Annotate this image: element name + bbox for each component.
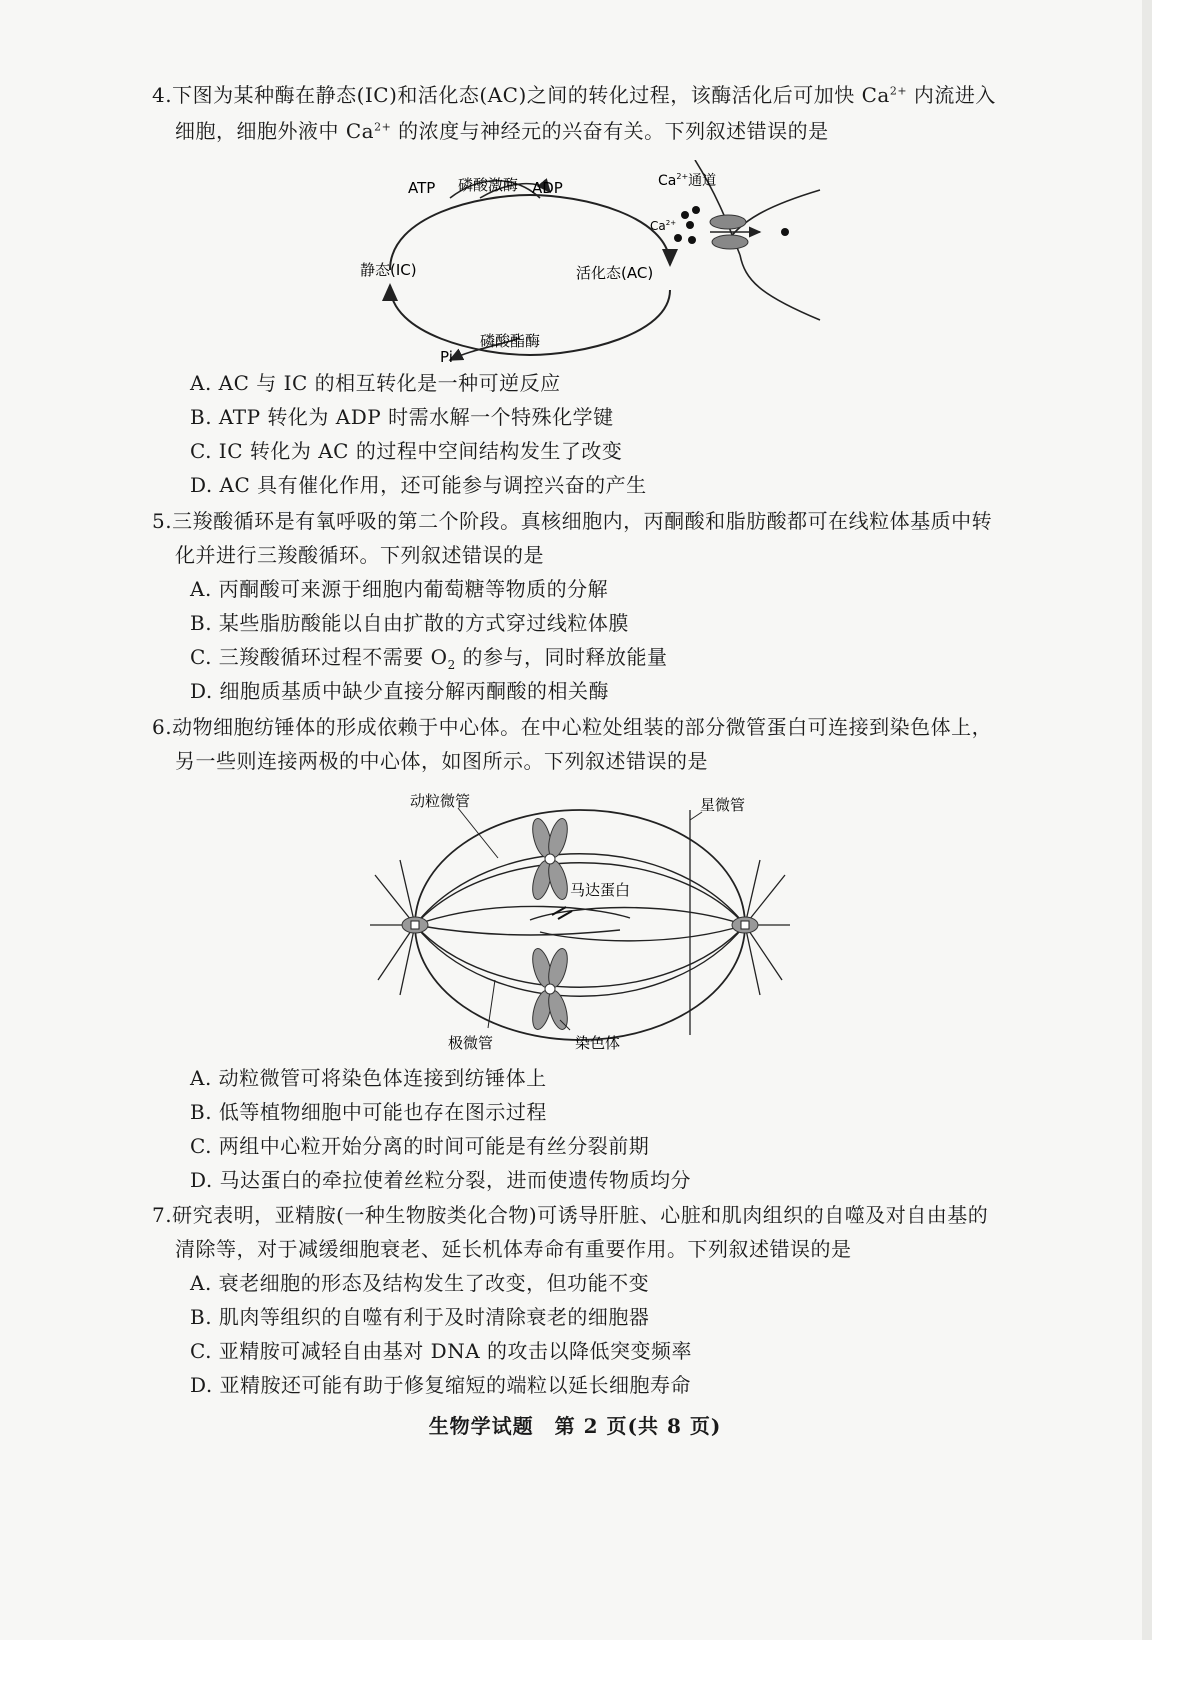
channel-protein-top bbox=[710, 215, 746, 229]
label-kinetochore-microtubule: 动粒微管 bbox=[410, 792, 471, 810]
leader-polar bbox=[488, 980, 495, 1028]
q5-option-d: D. 细胞质基质中缺少直接分解丙酮酸的相关酶 bbox=[190, 679, 610, 703]
q5-option-c-text: C. 三羧酸循环过程不需要 O bbox=[190, 645, 448, 669]
q5-stem-text: 三羧酸循环是有氧呼吸的第二个阶段。真核细胞内，丙酮酸和脂肪酸都可在线粒体基质中转 bbox=[172, 509, 993, 533]
enzyme-cycle-figure bbox=[350, 160, 830, 380]
q5-stem-line1 bbox=[152, 506, 992, 536]
q6-stem-line2: 另一些则连接两极的中心体，如图所示。下列叙述错误的是 bbox=[175, 749, 708, 773]
polar-microtubule-left-upper bbox=[415, 906, 630, 925]
astral-microtubules bbox=[370, 810, 790, 1035]
q4-option-b: B. ATP 转化为 ADP 时需水解一个特殊化学键 bbox=[190, 405, 614, 429]
ion-dot bbox=[681, 211, 689, 219]
chromosome-upper bbox=[529, 817, 571, 902]
q6-number: 6. bbox=[152, 715, 173, 739]
channel-protein-bottom bbox=[712, 235, 748, 249]
q7-number: 7. bbox=[152, 1203, 173, 1227]
q6-option-d: D. 马达蛋白的牵拉使着丝粒分裂，进而使遗传物质均分 bbox=[190, 1168, 692, 1192]
q5-number: 5. bbox=[152, 509, 173, 533]
ion-dot-inside bbox=[781, 228, 789, 236]
q5-stem-line2: 化并进行三羧酸循环。下列叙述错误的是 bbox=[175, 543, 544, 567]
q5-option-b: B. 某些脂肪酸能以自由扩散的方式穿过线粒体膜 bbox=[190, 611, 629, 635]
label-atp: ATP bbox=[408, 179, 436, 197]
q4-stem2-text: 细胞，细胞外液中 bbox=[175, 119, 346, 143]
q7-stem-line2: 清除等，对于减缓细胞衰老、延长机体寿命有重要作用。下列叙述错误的是 bbox=[175, 1237, 852, 1261]
q6-option-a: A. 动粒微管可将染色体连接到纺锤体上 bbox=[190, 1066, 547, 1090]
q4-stem-tail: 内流进入 bbox=[907, 83, 996, 107]
q4-stem-line2 bbox=[175, 116, 829, 146]
q7-stem-line1 bbox=[152, 1200, 988, 1230]
q7-option-b: B. 肌肉等组织的自噬有利于及时清除衰老的细胞器 bbox=[190, 1305, 650, 1329]
q6-option-c: C. 两组中心粒开始分离的时间可能是有丝分裂前期 bbox=[190, 1134, 650, 1158]
label-kinase: 磷酸激酶 bbox=[458, 176, 519, 194]
polar-microtubule-left-lower bbox=[415, 925, 620, 935]
kinetochore-microtubule-lower-2 bbox=[415, 925, 745, 987]
q7-stem-text: 研究表明，亚精胺(一种生物胺类化合物)可诱导肝脏、心脏和肌肉组织的自噬及对自由基的 bbox=[172, 1203, 989, 1227]
q4-stem-ca-sup: 2+ bbox=[889, 84, 908, 98]
ion-dot bbox=[674, 234, 682, 242]
q4-option-a: A. AC 与 IC 的相互转化是一种可逆反应 bbox=[190, 371, 561, 395]
label-adp: ADP bbox=[532, 179, 563, 197]
membrane-lower bbox=[740, 255, 820, 320]
label-ic: 静态(IC) bbox=[360, 261, 417, 279]
label-chromosome: 染色体 bbox=[575, 1034, 621, 1052]
page-footer: 生物学试题 第 2 页(共 8 页) bbox=[428, 1414, 722, 1438]
leader-kinetochore bbox=[458, 808, 498, 858]
q5-option-a: A. 丙酮酸可来源于细胞内葡萄糖等物质的分解 bbox=[190, 577, 609, 601]
q7-option-c: C. 亚精胺可减轻自由基对 DNA 的攻击以降低突变频率 bbox=[190, 1339, 692, 1363]
activation-arrow bbox=[390, 195, 670, 270]
q5-option-c bbox=[190, 642, 668, 672]
q6-stem-text: 动物细胞纺锤体的形成依赖于中心体。在中心粒处组装的部分微管蛋白可连接到染色体上， bbox=[172, 715, 993, 739]
label-ion: $Ca^{2+}$ bbox=[650, 219, 677, 233]
polar-microtubule-right-lower bbox=[540, 925, 745, 941]
ion-dot bbox=[692, 206, 700, 214]
ion-dot bbox=[688, 236, 696, 244]
q4-stem-ca: Ca bbox=[861, 83, 890, 107]
label-ac: 活化态(AC) bbox=[576, 264, 654, 282]
label-channel: $Ca^{2+}$通道 bbox=[658, 172, 717, 189]
label-astral-microtubule: 星微管 bbox=[700, 796, 746, 814]
label-polar-microtubule: 极微管 bbox=[448, 1034, 494, 1052]
spindle-outline bbox=[415, 810, 745, 1040]
label-pi: Pi bbox=[440, 348, 453, 366]
q6-stem-line1 bbox=[152, 712, 992, 742]
centriole-right bbox=[741, 921, 749, 929]
spindle-figure bbox=[370, 790, 790, 1070]
q5-option-c-sub: 2 bbox=[447, 658, 456, 672]
q4-stem-line1 bbox=[152, 80, 996, 110]
centriole-left bbox=[411, 921, 419, 929]
q4-number: 4. bbox=[152, 83, 173, 107]
ion-dot bbox=[686, 221, 694, 229]
q4-stem2-tail: 的浓度与神经元的兴奋有关。下列叙述错误的是 bbox=[391, 119, 829, 143]
q7-option-a: A. 衰老细胞的形态及结构发生了改变，但功能不变 bbox=[190, 1271, 650, 1295]
q4-stem2-ca-sup: 2+ bbox=[374, 120, 392, 134]
motor-protein-mark bbox=[552, 907, 572, 919]
q4-option-d: D. AC 具有催化作用，还可能参与调控兴奋的产生 bbox=[190, 473, 647, 497]
q5-option-c-tail: 的参与，同时释放能量 bbox=[455, 645, 668, 669]
page-edge bbox=[1142, 0, 1152, 1640]
q4-stem-text: 下图为某种酶在静态(IC)和活化态(AC)之间的转化过程，该酶活化后可加快 bbox=[172, 83, 862, 107]
chromosome-lower bbox=[529, 947, 571, 1032]
q4-option-c: C. IC 转化为 AC 的过程中空间结构发生了改变 bbox=[190, 439, 623, 463]
q6-option-b: B. 低等植物细胞中可能也存在图示过程 bbox=[190, 1100, 547, 1124]
q7-option-d: D. 亚精胺还可能有助于修复缩短的端粒以延长细胞寿命 bbox=[190, 1373, 692, 1397]
label-phosphatase: 磷酸酯酶 bbox=[480, 332, 541, 350]
label-motor-protein: 马达蛋白 bbox=[570, 881, 631, 899]
q4-stem2-ca: Ca bbox=[345, 119, 375, 143]
